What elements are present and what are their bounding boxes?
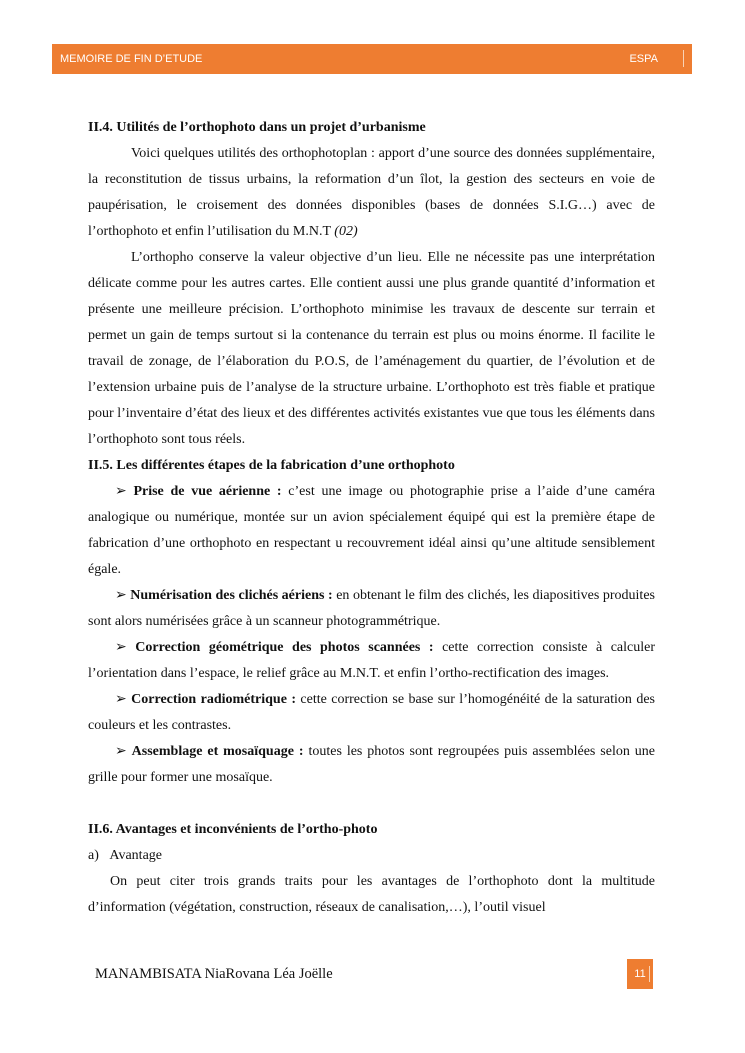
arrow-bullet-icon: ➢: [115, 640, 127, 655]
list-item-text: toutes les photos sont regroupées puis assemblées selon une grille pour former une mosaïque.: [88, 744, 655, 785]
page-content: [88, 115, 655, 921]
section-title-2-5: II.5. Les différentes étapes de la fabrication d’une orthophoto: [88, 458, 455, 473]
header-title: MEMOIRE DE FIN D’ETUDE: [60, 53, 203, 65]
arrow-bullet-icon: ➢: [115, 484, 127, 499]
paragraph-text: Voici quelques utilités des orthophotoplan : apport d’une source des données supplémentaire, la reconstitution de tissus urbains, la reformation d’un îlot, la gestion des secteurs en voie de paupérisation, le croisement des données disponibles (bases de données S.I.G…) avec de l’orthophoto et enfin l’utilisation du M.N.T: [88, 146, 655, 239]
list-item-term: Correction radiométrique :: [131, 692, 297, 707]
list-item: [88, 583, 655, 635]
list-item-term: Correction géométrique des photos scannées :: [135, 640, 434, 655]
list-item: [88, 687, 655, 739]
list-item-term: Prise de vue aérienne :: [133, 484, 282, 499]
section-title-2-4: II.4. Utilités de l’orthophoto dans un projet d’urbanisme: [88, 120, 426, 135]
spacer: [88, 791, 655, 817]
list-item-text: cette correction consiste à calculer l’orientation dans l’espace, le relief grâce au M.N.T. et enfin l’ortho-rectification des images.: [88, 640, 656, 681]
arrow-bullet-icon: ➢: [115, 588, 127, 603]
paragraph: L’orthopho conserve la valeur objective d’un lieu. Elle ne nécessite pas une interprétation délicate comme pour les autres cartes. Elle contient aussi une plus grande quantité d’information et présente une meilleure précision. L’orthophoto minimise les travaux de descente sur terrain et permet un gain de temps surtout si la contenance du terrain est plus ou moins énorme. Il facilite le travail de zonage, de l’élaboration du P.O.S, de l’aménagement du quartier, de l’évolution et de l’extension urbaine puis de l’analyse de la structure urbaine. L’orthophoto est très fiable et pratique pour l’inventaire d’état des lieux et des différentes activités existantes vue que tous les éléments dans l’orthophoto sont tous réels.: [88, 250, 655, 447]
arrow-bullet-icon: ➢: [115, 744, 127, 759]
paragraph: On peut citer trois grands traits pour les avantages de l’orthophoto dont la multitude d’information (végétation, construction, réseaux de canalisation,…), l’outil visuel: [88, 874, 655, 915]
list-item-term: Numérisation des clichés aériens :: [130, 588, 333, 603]
sub-list-label: a): [88, 848, 99, 863]
reference: (02): [334, 224, 358, 239]
list-item-term: Assemblage et mosaïquage :: [131, 744, 304, 759]
header-school: ESPA: [629, 53, 658, 65]
list-item: [88, 635, 655, 687]
page-number-separator: [649, 966, 650, 982]
sub-list-text: Avantage: [109, 848, 162, 863]
header-separator: [683, 50, 684, 67]
list-item: [88, 479, 655, 583]
sub-list-item: [88, 843, 655, 869]
section-title-2-6: II.6. Avantages et inconvénients de l’ortho-photo: [88, 822, 378, 837]
page-header: [52, 44, 692, 74]
footer-author: MANAMBISATA NiaRovana Léa Joëlle: [95, 966, 333, 982]
list-item-text: c’est une image ou photographie prise a l’aide d’une caméra analogique ou numérique, montée sur un avion spécialement équipé qui est la première étape de fabrication d’une orthophoto en respectant u recouvrement idéal ainsi qu’une altitude sensiblement égale.: [88, 484, 655, 577]
page-number: 11: [634, 968, 646, 980]
list-item: [88, 739, 655, 791]
page-number-box: [627, 959, 653, 989]
list-item-text: cette correction se base sur l’homogénéité de la saturation des couleurs et les contrastes.: [88, 692, 656, 733]
arrow-bullet-icon: ➢: [115, 692, 127, 707]
list-item-text: en obtenant le film des clichés, les diapositives produites sont alors numérisées grâce à un scanneur photogrammétrique.: [88, 588, 655, 629]
paragraph: [88, 141, 655, 245]
